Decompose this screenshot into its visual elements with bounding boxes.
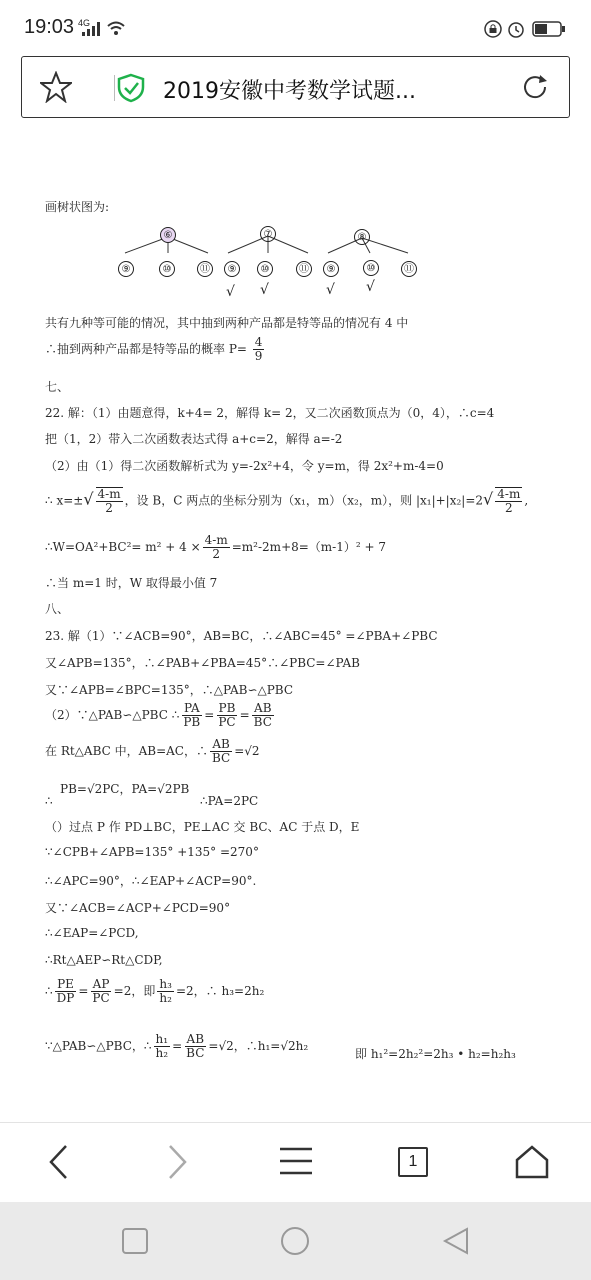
- text: ∵: [45, 1039, 53, 1054]
- text-line: ∴∠EAP=∠PCD,: [45, 926, 139, 940]
- denominator: 2: [504, 501, 513, 516]
- lock-rotation-icon: [484, 20, 502, 38]
- denominator: PC: [92, 991, 110, 1006]
- tree-node: ⑧: [354, 229, 370, 245]
- denominator: h₂: [155, 1046, 169, 1061]
- numerator: 4: [254, 335, 263, 349]
- text: =√2: [234, 744, 260, 759]
- status-bar: [0, 0, 591, 50]
- fraction: [253, 336, 265, 363]
- fraction: [210, 738, 232, 765]
- formula-line: ∴ x=±√ $\frac{4-m}{2}$ ，设 B，C 两点的坐标分别为（x₁，m）（x₂，m），则 |x₁|+|x₂|=2√ $\frac{4-m}{2}$ ,: [45, 487, 529, 516]
- text-line: ∴Rt△AEP∽Rt△CDP,: [45, 953, 163, 967]
- denominator: 2: [212, 547, 221, 562]
- reload-icon[interactable]: [520, 72, 550, 102]
- numerator: h₃: [159, 977, 172, 991]
- fraction: [252, 702, 274, 729]
- text: ∴抽到两种产品都是特等品的概率 P=: [45, 342, 247, 357]
- check-icon: √: [260, 282, 269, 298]
- tree-leaf: ⑨: [224, 261, 240, 277]
- text-line: ∴∠APC=90°，∴∠EAP+∠ACP=90°.: [45, 874, 257, 888]
- denominator: BC: [212, 751, 231, 766]
- text-line: ∵∠CPB+∠APB=135° +135° =270°: [45, 845, 259, 859]
- text: ，∴: [193, 984, 218, 999]
- tree-node: ⑦: [260, 226, 276, 242]
- text: ，即: [131, 984, 156, 999]
- fraction: [216, 702, 237, 729]
- text-line: 又∵∠ACB=∠ACP+∠PCD=90°: [45, 901, 231, 915]
- signal-icon: [82, 22, 102, 36]
- alarm-icon: [507, 20, 525, 38]
- network-type: 4G: [78, 18, 91, 28]
- tree-leaf: ⑨: [323, 261, 339, 277]
- section-heading: 七、: [45, 380, 70, 394]
- shield-check-icon: [117, 73, 145, 103]
- numerator: 4-m: [497, 487, 521, 501]
- numerator: h₁: [155, 1032, 169, 1046]
- fraction: [55, 978, 77, 1005]
- wifi-icon: [106, 20, 126, 36]
- tree-leaf: ⑩: [159, 261, 175, 277]
- numerator: PA: [183, 701, 200, 715]
- denominator: DP: [56, 991, 75, 1006]
- text-line: ∴PA=2PC: [200, 794, 259, 808]
- numerator: 4-m: [204, 533, 228, 547]
- forward-icon[interactable]: [164, 1143, 190, 1181]
- back-triangle-icon[interactable]: [442, 1227, 470, 1255]
- numerator: AB: [254, 701, 272, 715]
- tab-count: 1: [408, 1153, 418, 1170]
- denominator: BC: [186, 1046, 205, 1061]
- numerator: AB: [212, 737, 230, 751]
- text-line: 即 h₁²=2h₂²=2h₃ • h₂=h₂h₃: [355, 1047, 516, 1061]
- text-line: 又∠APB=135°，∴∠PAB+∠PBA=45°∴∠PBC=∠PAB: [45, 656, 360, 670]
- formula-line: [45, 1033, 308, 1060]
- tree-leaf: ⑩: [257, 261, 273, 277]
- address-bar[interactable]: [21, 56, 570, 118]
- clock: 19:03: [24, 16, 75, 38]
- document-page: [0, 130, 591, 1120]
- fraction: [154, 1033, 171, 1060]
- text: △PAB∽△PBC，∴: [52, 1039, 152, 1054]
- check-icon: √: [226, 284, 235, 300]
- battery-icon: [532, 21, 566, 37]
- fraction: [495, 487, 522, 515]
- text: =2: [113, 984, 132, 999]
- back-icon[interactable]: [46, 1143, 72, 1181]
- tree-leaf: ⑪: [197, 261, 213, 277]
- text: ∴ x=±: [45, 493, 84, 508]
- text: ，设 B，C 两点的坐标分别为（x₁，m）（x₂，m），则 |x₁|+|x₂|=2: [124, 493, 484, 508]
- formula-line: [45, 534, 386, 561]
- denominator: PC: [218, 715, 236, 730]
- tree-leaf: ⑨: [118, 261, 134, 277]
- fraction: [181, 702, 202, 729]
- numerator: PE: [57, 977, 74, 991]
- tree-node: ⑥: [160, 227, 176, 243]
- text-line: 把（1，2）带入二次函数表达式得 a+c=2，解得 a=-2: [45, 432, 343, 446]
- text: =: [172, 1039, 183, 1054]
- text-line: 23. 解（1）∵∠ACB=90°，AB=BC，∴∠ABC=45° =∠PBA+∠PBC: [45, 629, 438, 643]
- tree-leaf: ⑪: [296, 261, 312, 277]
- text-line: 共有九种等可能的情况，其中抽到两种产品都是特等品的情况有 4 中: [45, 316, 409, 330]
- text: =2: [175, 984, 194, 999]
- home-icon[interactable]: [514, 1144, 550, 1180]
- fraction: [184, 1033, 206, 1060]
- formula-line: （2）∵△PAB∽△PBC ∴ $\frac{PA}{PB}$ = $\frac{PB}{PC}$ = $\frac{AB}{BC}$: [45, 701, 272, 730]
- numerator: AP: [92, 977, 110, 991]
- page-title[interactable]: 2019安徽中考数学试题...: [163, 79, 416, 104]
- text: =m²-2m+8=（m-1）² + 7: [231, 540, 387, 555]
- fraction: [96, 487, 123, 515]
- tree-leaf: ⑪: [401, 261, 417, 277]
- formula-line: [45, 738, 260, 765]
- text-line: 22. 解：（1）由题意得，k+4= 2，解得 k= 2，又二次函数顶点为（0，4），∴c=4: [45, 406, 495, 420]
- denominator: PB: [183, 715, 201, 730]
- text-line: （2）由（1）得二次函数解析式为 y=-2x²+4，令 y=m，得 2x²+m-4=0: [45, 459, 444, 473]
- divider: [114, 75, 115, 101]
- text: =√2，∴h₁=√2h₂: [208, 1039, 309, 1054]
- text-line: ∴: [45, 794, 53, 808]
- denominator: 9: [254, 349, 263, 364]
- text: h₃=2h₂: [221, 984, 265, 999]
- text-line: 画树状图为:: [45, 200, 110, 214]
- denominator: 2: [105, 501, 113, 516]
- numerator: PB: [218, 701, 236, 715]
- fraction: [90, 978, 111, 1005]
- formula-line: [45, 336, 266, 363]
- tree-leaf: ⑩: [363, 260, 379, 276]
- fraction: [203, 534, 230, 561]
- check-icon: √: [366, 279, 375, 295]
- system-navigation-bar: [0, 1202, 591, 1280]
- text: 在 Rt△ABC 中，AB=AC，∴: [45, 744, 208, 759]
- star-icon[interactable]: [40, 71, 72, 103]
- browser-toolbar: [0, 1122, 591, 1203]
- text-line: ∴当 m=1 时，W 取得最小值 7: [45, 576, 218, 590]
- menu-icon[interactable]: [278, 1145, 314, 1177]
- text-line: （）过点 P 作 PD⊥BC，PE⊥AC 交 BC、AC 于点 D，E: [45, 820, 360, 834]
- text: ∴W=OA²+BC²= m² + 4 ×: [45, 540, 201, 555]
- text-line: 又∵∠APB=∠BPC=135°，∴△PAB∽△PBC: [45, 683, 294, 697]
- denominator: h₂: [159, 991, 172, 1006]
- text: （2）∵△PAB∽△PBC ∴: [45, 708, 180, 723]
- numerator: AB: [186, 1032, 205, 1046]
- recent-apps-icon[interactable]: [122, 1228, 148, 1254]
- section-heading: 八、: [45, 602, 70, 616]
- tabs-button[interactable]: [398, 1147, 428, 1177]
- denominator: BC: [253, 715, 272, 730]
- check-icon: √: [326, 282, 335, 298]
- numerator: 4-m: [97, 487, 121, 501]
- fraction: [157, 978, 174, 1005]
- text-line: PB=√2PC，PA=√2PB: [60, 782, 190, 796]
- home-circle-icon[interactable]: [280, 1226, 310, 1256]
- formula-line: ∴ $\frac{PE}{DP}$ = $\frac{AP}{PC}$ =2，即 $\frac{\text{h₃}}{\text{h₂}}$ =2，∴ h₃=2h₂: [45, 977, 265, 1006]
